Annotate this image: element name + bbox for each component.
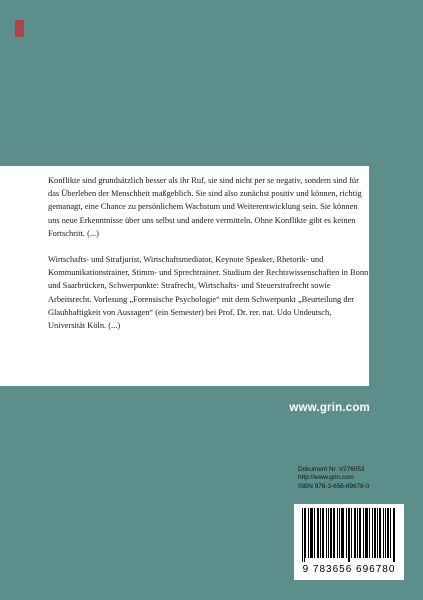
barcode-bar bbox=[334, 508, 335, 558]
barcode-bar bbox=[372, 508, 373, 558]
barcode-bar bbox=[323, 508, 324, 558]
barcode-bar bbox=[360, 508, 361, 558]
barcode-bar bbox=[305, 508, 306, 558]
barcode-bar bbox=[333, 508, 334, 558]
barcode-bar bbox=[331, 508, 332, 558]
barcode-bar bbox=[342, 508, 343, 558]
barcode-bar bbox=[388, 508, 389, 558]
barcode-bar bbox=[322, 508, 323, 558]
barcode-bar bbox=[363, 508, 364, 558]
barcode-bar bbox=[346, 508, 347, 558]
barcode-bar bbox=[359, 508, 360, 558]
barcode-bar bbox=[311, 508, 312, 558]
barcode-bar bbox=[326, 508, 327, 558]
barcode-bar bbox=[351, 508, 352, 558]
publisher-url: http://www.grin.com bbox=[298, 474, 354, 482]
barcode-bar bbox=[317, 508, 318, 558]
barcode-bar bbox=[374, 508, 375, 558]
barcode-bar bbox=[341, 508, 342, 558]
barcode-bar bbox=[312, 508, 313, 558]
barcode-bar bbox=[304, 508, 305, 562]
barcode-bar bbox=[385, 508, 386, 558]
barcode-bar bbox=[318, 508, 319, 558]
blurb-box bbox=[0, 166, 369, 386]
barcode-bar bbox=[367, 508, 368, 558]
blurb-paragraph: Konflikte sind grundsätzlich besser als ihr Ruf, sie sind nicht per se negativ, sondern sind für das Überleben der Menschheit maßgeblich. Sie sind also zunächst positiv und können, richtig gemanagt, eine Chance zu persönlichem Wachstum und Weiterentwicklung sein. Sie können uns neue Erkenntnisse über uns selbst und andere vermitteln. Ohne Konflikte gibt es keinen Fortschritt. (...) bbox=[48, 176, 362, 238]
barcode-bar bbox=[354, 508, 355, 558]
isbn: ISBN 978-3-656-69678-0 bbox=[298, 482, 370, 490]
barcode-bar bbox=[302, 508, 303, 562]
barcode-bar bbox=[330, 508, 331, 558]
barcode-bar bbox=[390, 508, 391, 558]
barcode-bar bbox=[380, 508, 381, 558]
barcode-bar bbox=[387, 508, 388, 558]
barcode-bar bbox=[357, 508, 358, 558]
barcode-bar bbox=[375, 508, 376, 558]
barcode-bar bbox=[379, 508, 380, 558]
barcode-bar bbox=[348, 508, 349, 562]
barcode-bar bbox=[377, 508, 378, 558]
barcode-bar bbox=[365, 508, 366, 558]
document-number: Dokument Nr. V276053 bbox=[298, 466, 365, 473]
barcode-bar bbox=[320, 508, 321, 558]
barcode-bar bbox=[308, 508, 309, 558]
barcode-bars bbox=[302, 508, 396, 562]
barcode-bar bbox=[314, 508, 315, 558]
barcode-bar bbox=[393, 508, 394, 562]
barcode-bar bbox=[328, 508, 329, 558]
barcode-bar bbox=[337, 508, 338, 558]
barcode-bar bbox=[339, 508, 340, 558]
barcode-bar bbox=[366, 508, 367, 558]
barcode-bar bbox=[349, 508, 350, 562]
barcode-bar bbox=[310, 508, 311, 558]
author-bio-paragraph: Wirtschafts- und Strafjurist, Wirtschaftsmediator, Keynote Speaker, Rhetorik- und Kommunikationstrainer, Stimm- und Sprechtrainer. Studium der Rechtswissenschaften in Bonn und Saarbrücken, Schwerpunkte: Strafrecht, Wirtschafts- und Steuerstrafrecht sowie Arbeitsrecht. Vorlesung „Forensische Psychologie“ mit dem Schwerpunkt „Beurteilung der Glaubhaftigkeit von Aussagen“ (ein Semester) bei Prof. Dr. rer. nat. Udo Undeutsch, Universität Köln. (...) bbox=[48, 255, 369, 331]
publisher-website: www.grin.com bbox=[289, 402, 370, 414]
barcode-number: 9 783656 696780 bbox=[302, 564, 396, 575]
barcode-bar bbox=[355, 508, 356, 558]
barcode-bar bbox=[394, 508, 395, 562]
accent-square bbox=[15, 20, 24, 37]
barcode-bar bbox=[383, 508, 384, 558]
barcode-bar bbox=[343, 508, 344, 558]
barcode-bar bbox=[369, 508, 370, 558]
publication-meta bbox=[298, 466, 369, 491]
isbn-barcode bbox=[294, 504, 404, 580]
